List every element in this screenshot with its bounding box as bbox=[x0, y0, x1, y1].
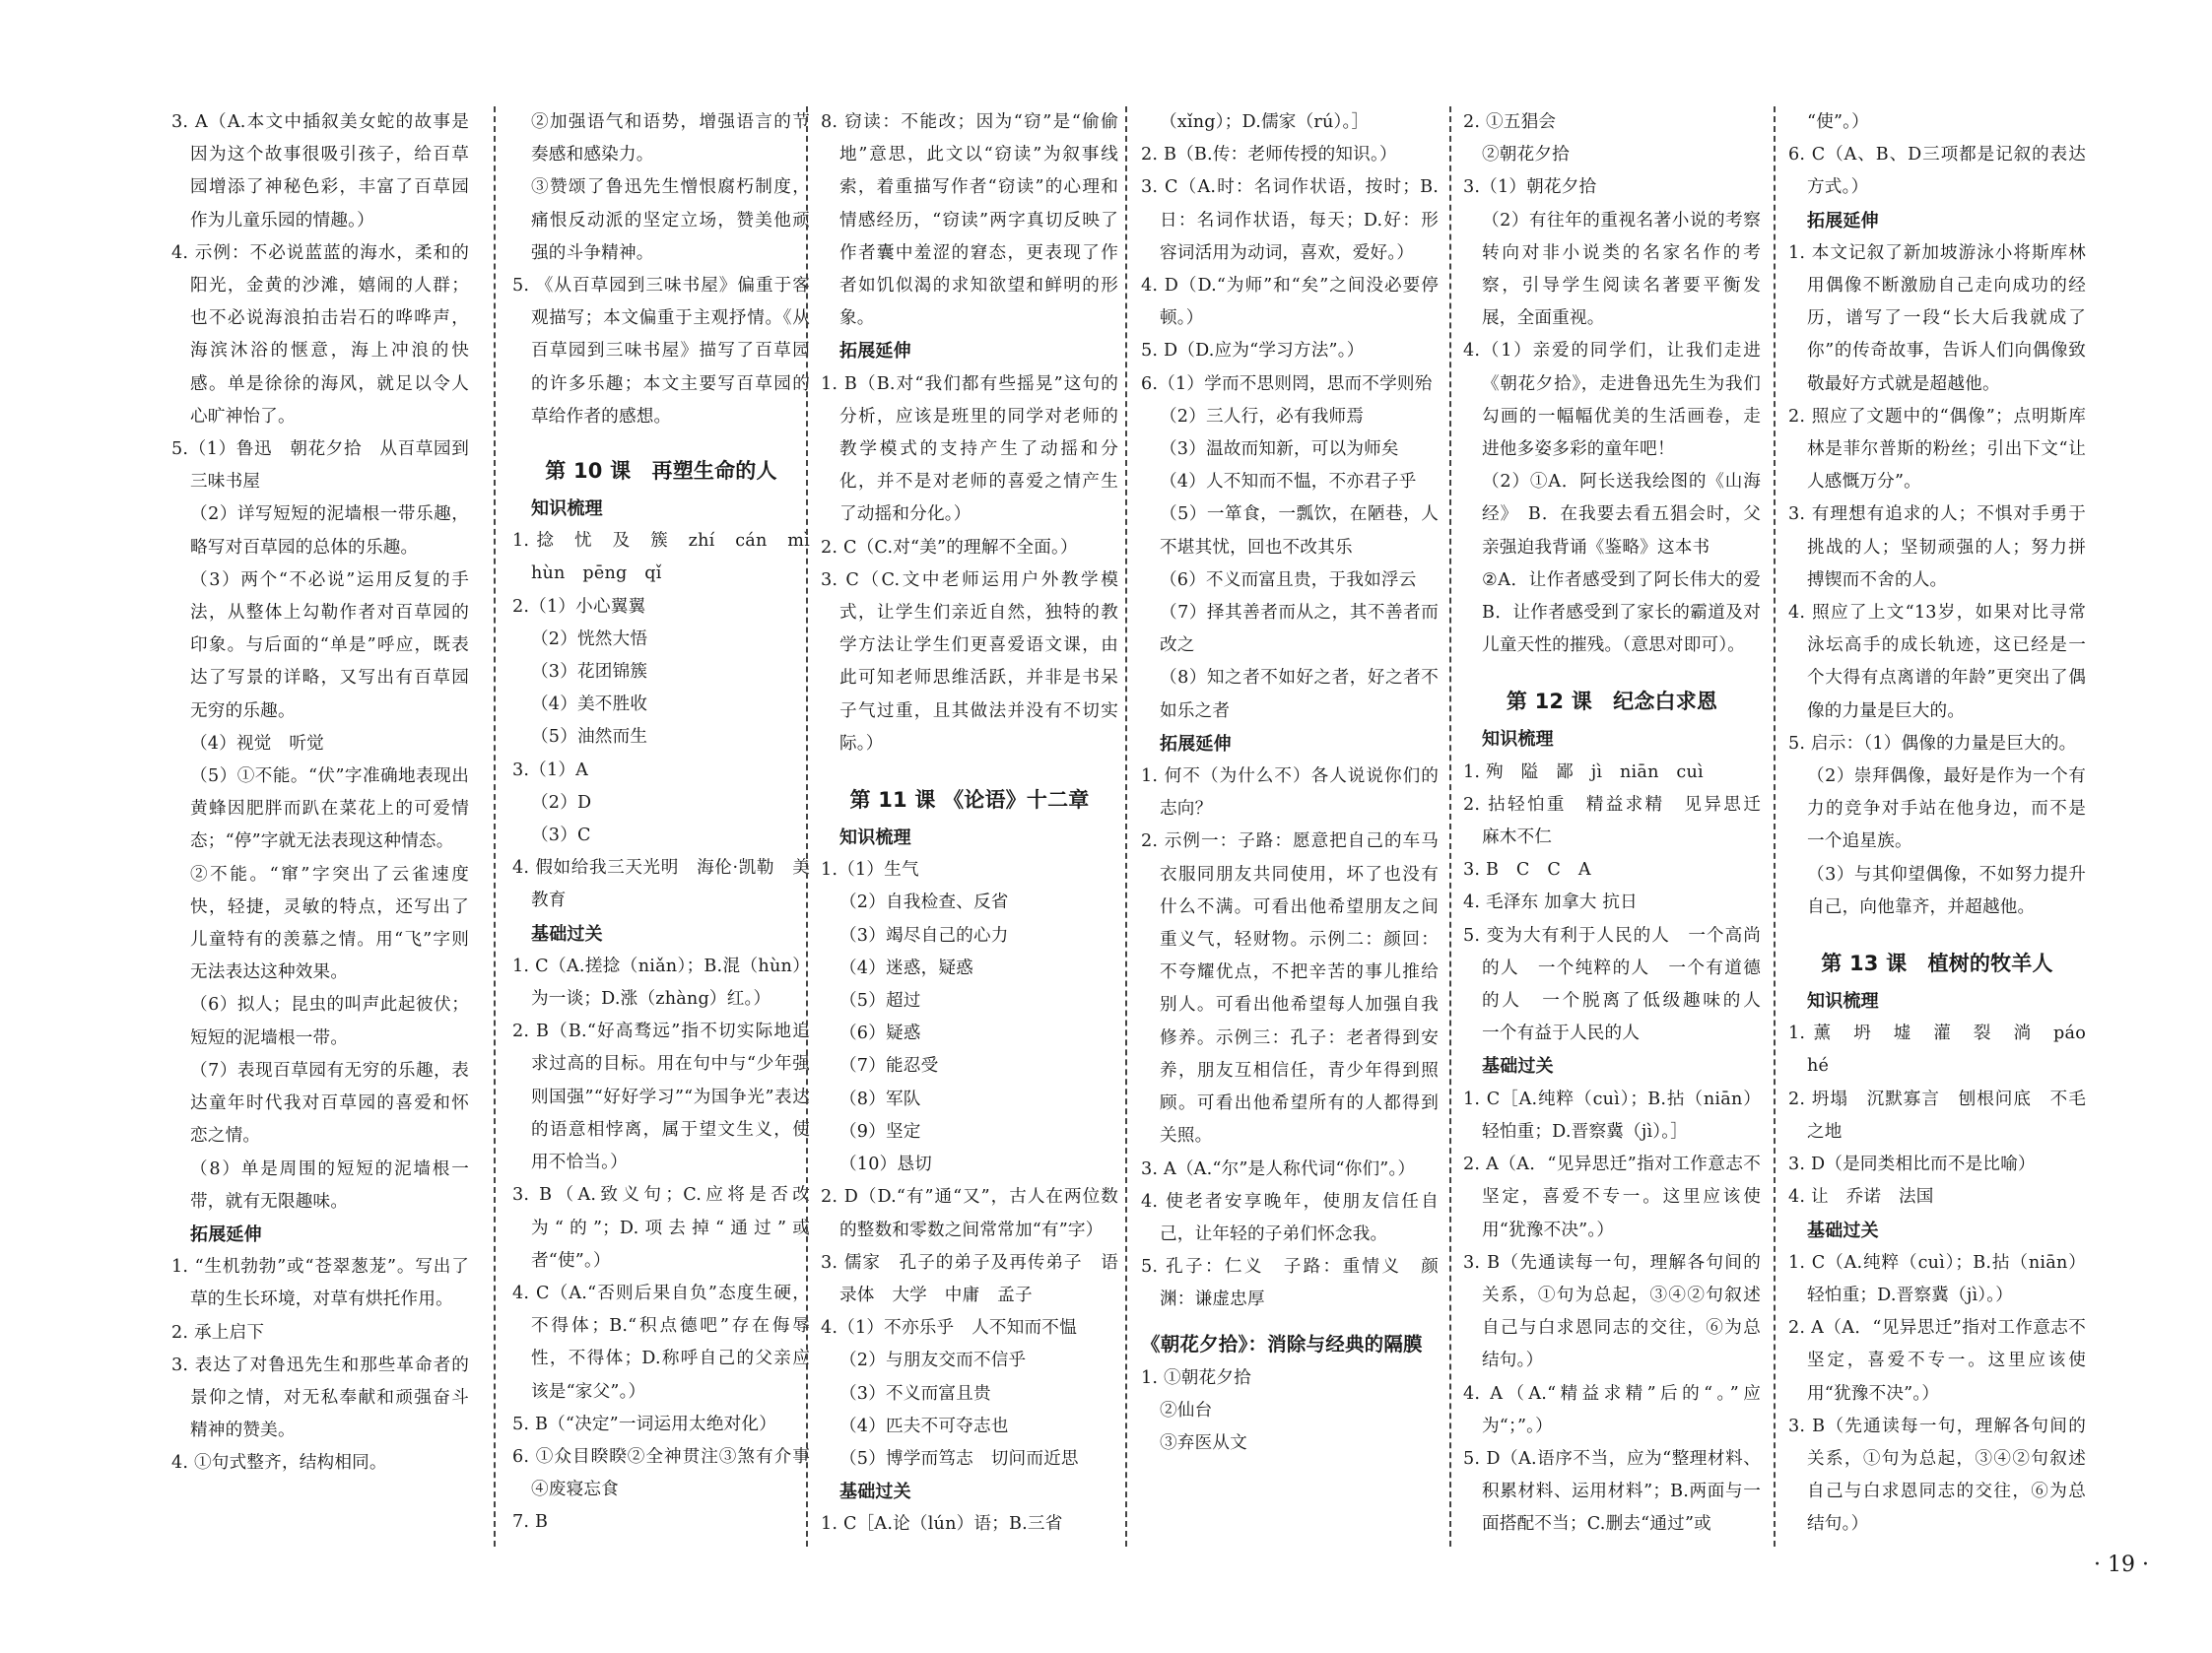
answer-item: 4. 照应了上文“13岁，如果对比寻常泳坛高手的成长轨迹，这已经是一个大得有点离谱的年龄”更突出了偶像的力量是巨大的。 bbox=[1788, 603, 2086, 721]
section-heading: 知识梳理 bbox=[531, 498, 603, 520]
answer-subitem: （2）与朋友交而不信乎 bbox=[839, 1351, 1027, 1371]
answer-subitem: （4）匹夫不可夺志也 bbox=[839, 1416, 1009, 1436]
answer-item: 5. B（“决定”一词运用太绝对化） bbox=[512, 1414, 777, 1434]
answer-item: 2. 照应了文题中的“偶像”；点明斯库林是菲尔普斯的粉丝；引出下文“让人感慨万分”。 bbox=[1788, 406, 2086, 493]
answer-item: 2. D（D.“有”通“又”，古人在两位数的整数和零数之间常常加“有”字） bbox=[821, 1187, 1118, 1240]
answer-subitem: （2）详写短短的泥墙根一带乐趣，略写对百草园的总体的乐趣。 bbox=[190, 504, 469, 558]
answer-item: 2. ①五猖会 bbox=[1463, 112, 1557, 132]
answer-item: 2. A（A．“见异思迁”指对工作意志不坚定，喜爱不专一。这里应该使用“犹豫不决”。） bbox=[1788, 1318, 2086, 1404]
answer-item: 3. 表达了对鲁迅先生和那些革命者的景仰之情，对无私奉献和顽强奋斗精神的赞美。 bbox=[171, 1355, 469, 1441]
answer-item: 1. 捻 忧 及 簇 zhí cán mì hùn pēng qǐ bbox=[512, 531, 810, 584]
answer-subitem: （4）迷惑，疑惑 bbox=[839, 958, 973, 978]
lesson-title: 第 12 课 纪念白求恩 bbox=[1506, 690, 1718, 714]
answer-subitem: （10）恳切 bbox=[839, 1155, 932, 1175]
answer-item: 3. B（先通读每一句，理解各句间的关系，①句为总起，③④②句叙述自己与白求恩同志的交往，⑥为总结句。） bbox=[1463, 1252, 1761, 1371]
answer-subitem: （2）①A．阿长送我绘图的《山海经》 B．在我要去看五猖会时，父亲强迫我背诵《鉴略》这本书 bbox=[1482, 472, 1761, 558]
answer-item: 3. B（A.致义句；C.应将是否改为“的”；D.项去掉“通过”或者“使”。） bbox=[512, 1185, 810, 1271]
column-divider bbox=[1449, 106, 1451, 1547]
answer-item: 2. C（C.对“美”的理解不全面。） bbox=[821, 537, 1078, 558]
answer-item: 2.（1）小心翼翼 bbox=[512, 596, 646, 617]
answer-subitem: （6）拟人；昆虫的叫声此起彼伏；短短的泥墙根一带。 bbox=[190, 995, 469, 1048]
answer-subitem: ③赞颂了鲁迅先生憎恨腐朽制度，痛恨反动派的坚定立场，赞美他顽强的斗争精神。 bbox=[531, 177, 810, 263]
answer-item: 3. C（C.文中老师运用户外教学模式，让学生们亲近自然，独特的教学方法让学生们更喜爱语文课，由此可知老师思维活跃，并非是书呆子气过重，且其做法并没有不切实际。） bbox=[821, 569, 1118, 754]
column-6 bbox=[1788, 106, 2086, 1554]
answer-subitem: （5）油然而生 bbox=[531, 727, 648, 748]
section-heading: 基础过关 bbox=[531, 923, 603, 945]
section-heading: 拓展延伸 bbox=[1160, 733, 1232, 755]
answer-item: 1.（1）生气 bbox=[821, 860, 919, 881]
answer-item: 6. ①众目睽睽②全神贯注③煞有介事④废寝忘食 bbox=[512, 1446, 810, 1500]
answer-item: 2. 示例一：子路：愿意把自己的车马衣服同朋友共同使用，坏了也没有什么不满。可看出他希望朋友之间重义气，轻财物。示例二：颜回：不夸耀优点，不把辛苦的事儿推给别人。可看出他希望每人加强自我修养。示例三：孔子：老者得到安养，朋友互相信任，青少年得到照顾。可看出他希望所有的人都得到关照。 bbox=[1141, 831, 1439, 1147]
answer-item: 1. “生机勃勃”或“苍翠葱茏”。写出了草的生长环境，对草有烘托作用。 bbox=[171, 1257, 469, 1310]
answer-subitem: （3）花团锦簇 bbox=[531, 662, 648, 683]
column-divider bbox=[1774, 106, 1776, 1547]
answer-item: 3.（1）朝花夕拾 bbox=[1463, 177, 1597, 198]
answer-subitem: （6）不义而富且贵，于我如浮云 bbox=[1160, 569, 1417, 590]
answer-item: 3. 有理想有追求的人；不惧对手勇于挑战的人；坚韧顽强的人；努力拼搏锲而不舍的人。 bbox=[1788, 504, 2086, 590]
answer-item: 3.（1）A bbox=[512, 760, 589, 780]
answer-subitem: ②A．让作者感受到了阿长伟大的爱 B．让作者感受到了家长的霸道及对儿童天性的摧残。（意思对即可）。 bbox=[1482, 569, 1761, 656]
column-divider bbox=[806, 106, 808, 1547]
page-number: · 19 · bbox=[2094, 1553, 2149, 1577]
answer-item: 1. 何不（为什么不）各人说说你们的志向？ bbox=[1141, 766, 1439, 820]
answer-item: 5.（1）鲁迅 朝花夕拾 从百草园到三味书屋 bbox=[171, 439, 469, 493]
answer-subitem: （7）择其善者而从之，其不善者而改之 bbox=[1160, 603, 1439, 656]
answer-item: 1. C（A.纯粹（cuì）；B.拈（niān）轻怕重；D.晋察冀（jì）。） bbox=[1788, 1252, 2086, 1305]
answer-item: 5. 孔子：仁义 子路：重情义 颜渊：谦虚忠厚 bbox=[1141, 1257, 1439, 1310]
answer-item: 4. 让 乔诺 法国 bbox=[1788, 1187, 1934, 1208]
section-heading: 知识梳理 bbox=[1482, 729, 1554, 751]
section-heading: 基础过关 bbox=[839, 1482, 911, 1503]
answer-subitem: （2）自我检查、反省 bbox=[839, 893, 1009, 913]
section-heading: 知识梳理 bbox=[839, 827, 911, 849]
answer-subitem: （3）温故而知新，可以为师矣 bbox=[1160, 439, 1399, 460]
answer-item: 4. 示例：不必说蓝蓝的海水，柔和的阳光，金黄的沙滩，嬉闹的人群；也不必说海浪拍击岩石的哗哗声，海滨沐浴的惬意，海上冲浪的快感。单是徐徐的海风，就足以令人心旷神怡了。 bbox=[171, 242, 469, 427]
answer-item: 1. C［A.纯粹（cuì）；B.拈（niān）轻怕重；D.晋察冀（jì）。］ bbox=[1463, 1089, 1761, 1142]
answer-subitem: （3）竭尽自己的心力 bbox=[839, 925, 1009, 946]
answer-item: 2. B（B.“好高骛远”指不切实际地追求过高的目标。用在句中与“少年强则国强”“好好学习”“为国争光”表达的语意相悖离，属于望文生义，使用不恰当。） bbox=[512, 1022, 810, 1173]
column-4 bbox=[1141, 106, 1439, 1554]
answer-item: 1. 薰 坍 墟 灌 裂 淌 páo hé bbox=[1788, 1024, 2086, 1077]
column-5 bbox=[1463, 106, 1761, 1554]
answer-item: 3. D（是同类相比而不是比喻） bbox=[1788, 1155, 2036, 1175]
answer-subitem: （9）坚定 bbox=[839, 1121, 921, 1142]
answer-item: 8. 窃读：不能改；因为“窃”是“偷偷地”意思，此文以“窃读”为叙事线索，着重描写作者“窃读”的心理和情感经历，“窃读”两字真切反映了作者囊中羞涩的窘态，更表现了作者如饥似渴的求知欲望和鲜明的形象。 bbox=[821, 112, 1118, 329]
answer-subitem: （5）博学而笃志 切问而近思 bbox=[839, 1448, 1079, 1469]
answer-subitem: （3）不义而富且贵 bbox=[839, 1383, 991, 1404]
answer-item: 3. 儒家 孔子的弟子及再传弟子 语录体 大学 中庸 孟子 bbox=[821, 1252, 1118, 1305]
column-1 bbox=[171, 106, 469, 1554]
answer-item: 1. C［A.论（lún）语；B.三省 bbox=[821, 1514, 1063, 1535]
answer-subitem: （5）一箪食，一瓢饮，在陋巷，人不堪其忧，回也不改其乐 bbox=[1160, 504, 1439, 558]
answer-subitem: （2）恍然大悟 bbox=[531, 628, 648, 649]
answer-subitem: （xǐng）；D.儒家（rú）。］ bbox=[1160, 112, 1370, 132]
answer-item: 3. A（A.“尔”是人称代词“你们”。） bbox=[1141, 1158, 1416, 1179]
answer-subitem: ②不能。“窜”字突出了云雀速度快，轻捷，灵敏的特点，还写出了儿童特有的羡慕之情。用“飞”字则无法表达这种效果。 bbox=[190, 864, 469, 983]
answer-item: 2. 坍塌 沉默寡言 刨根问底 不毛之地 bbox=[1788, 1089, 2086, 1142]
answer-subitem: ②仙台 bbox=[1160, 1400, 1213, 1421]
answer-subitem: （5）①不能。“伏”字准确地表现出黄蜂因肥胖而趴在菜花上的可爱情态；“停”字就无法表现这种情态。 bbox=[190, 766, 469, 852]
answer-subitem: （3）与其仰望偶像，不如努力提升自己，向他靠齐，并超越他。 bbox=[1807, 864, 2086, 917]
section-heading: 拓展延伸 bbox=[1807, 210, 1879, 231]
section-heading: 基础过关 bbox=[1807, 1220, 1879, 1241]
answer-item: 1. ①朝花夕拾 bbox=[1141, 1367, 1251, 1388]
answer-item: 2. B（B.传：老师传授的知识。） bbox=[1141, 145, 1397, 165]
answer-subitem: （2）三人行，必有我师焉 bbox=[1160, 406, 1365, 427]
answer-item: 1. B（B.对“我们都有些摇晃”这句的分析，应该是班里的同学对老师的教学模式的支持产生了动摇和分化，并不是对老师的喜爱之情产生了动摇和分化。） bbox=[821, 373, 1118, 525]
answer-subitem: （8）知之者不如好之者，好之者不如乐之者 bbox=[1160, 668, 1439, 721]
section-heading: 知识梳理 bbox=[1807, 991, 1879, 1013]
answer-subitem: “使”。） bbox=[1807, 112, 1869, 132]
answer-item: 3. B C C A bbox=[1463, 860, 1591, 881]
lesson-title: 第 10 课 再塑生命的人 bbox=[545, 459, 777, 484]
answer-subitem: （2）崇拜偶像，最好是作为一个有力的竞争对手站在他身边，而不是一个追星族。 bbox=[1807, 766, 2086, 852]
answer-item: 5. 变为大有利于人民的人 一个高尚的人 一个纯粹的人 一个有道德的人 一个脱离了低级趣味的人 一个有益于人民的人 bbox=[1463, 925, 1761, 1044]
answer-item: 4. 假如给我三天光明 海伦·凯勒 美 教育 bbox=[512, 858, 810, 911]
answer-item: 1. 殉 隘 鄙 jì niān cuì bbox=[1463, 761, 1704, 782]
answer-item: 5. 启示：（1）偶像的力量是巨大的。 bbox=[1788, 733, 2077, 754]
answer-item: 1. 本文记叙了新加坡游泳小将斯库林用偶像不断激励自己走向成功的经历，谱写了一段“长大后我就成了你”的传奇故事，告诉人们向偶像致敬最好方式就是超越他。 bbox=[1788, 242, 2086, 394]
answer-subitem: （4）视觉 听觉 bbox=[190, 733, 324, 754]
answer-subitem: （8）单是周围的短短的泥墙根一带，就有无限趣味。 bbox=[190, 1158, 469, 1212]
answer-subitem: （6）疑惑 bbox=[839, 1024, 921, 1044]
answer-subitem: （3）两个“不必说”运用反复的手法，从整体上勾勒作者对百草园的印象。与后面的“单是”呼应，既表达了写景的详略，又写出有百草园无穷的乐趣。 bbox=[190, 569, 469, 721]
answer-item: 3. B（先通读每一句，理解各句间的关系，①句为总起，③④②句叙述自己与白求恩同志的交往，⑥为总结句。） bbox=[1788, 1416, 2086, 1535]
answer-subitem: （5）超过 bbox=[839, 991, 921, 1012]
answer-subitem: （4）美不胜收 bbox=[531, 694, 648, 715]
answer-subitem: （4）人不知而不愠，不亦君子乎 bbox=[1160, 472, 1417, 493]
answer-item: 4. A（A.“精益求精”后的“。”应为“；”。） bbox=[1463, 1383, 1761, 1436]
answer-item: 7. B bbox=[512, 1512, 549, 1533]
answer-item: 6.（1）学而不思则罔，思而不学则殆 bbox=[1141, 373, 1433, 394]
column-divider bbox=[494, 106, 496, 1547]
answer-item: 4. ①句式整齐，结构相同。 bbox=[171, 1453, 387, 1474]
answer-item: 5. D（A.语序不当，应为“整理材料、积累材料、运用材料”；B.两面与一面搭配不当；C.删去“通过”或 bbox=[1463, 1448, 1761, 1535]
lesson-title: 第 11 课 《论语》十二章 bbox=[849, 788, 1090, 813]
answer-subitem: （2）D bbox=[531, 792, 592, 813]
reading-title: 《朝花夕拾》：消除与经典的隔膜 bbox=[1141, 1332, 1423, 1355]
answer-item: 5. D（D.应为“学习方法”。） bbox=[1141, 341, 1365, 362]
section-heading: 基础过关 bbox=[1482, 1056, 1554, 1078]
answer-item: 4. 毛泽东 加拿大 抗日 bbox=[1463, 893, 1638, 913]
answer-subitem: （7）能忍受 bbox=[839, 1056, 939, 1077]
section-heading: 拓展延伸 bbox=[839, 341, 911, 363]
answer-item: 2. 承上启下 bbox=[171, 1322, 265, 1343]
answer-subitem: （3）C bbox=[531, 826, 591, 846]
answer-item: 4. C（A.“否则后果自负”态度生硬，不得体；B.“积点德吧”存在侮辱性，不得体；D.称呼自己的父亲应该是“家父”。） bbox=[512, 1283, 810, 1402]
answer-item: 5. 《从百草园到三味书屋》偏重于客观描写；本文偏重于主观抒情。《从百草园到三味书屋》描写了百草园的许多乐趣；本文主要写百草园的草给作者的感想。 bbox=[512, 276, 810, 427]
column-3 bbox=[821, 106, 1118, 1554]
answer-item: 3. A（A.本文中插叙美女蛇的故事是因为这个故事很吸引孩子，给百草园增添了神秘色彩，丰富了百草园作为儿童乐园的情趣。） bbox=[171, 112, 469, 231]
answer-item: 3. C（A.时：名词作状语，按时；B.日：名词作状语，每天；D.好：形容词活用为动词，喜欢，爱好。） bbox=[1141, 177, 1439, 263]
answer-item: 2. 拈轻怕重 精益求精 见异思迁 麻木不仁 bbox=[1463, 794, 1761, 848]
column-2 bbox=[512, 106, 810, 1554]
answer-subitem: ③弃医从文 bbox=[1160, 1432, 1247, 1453]
answer-item: 4.（1）不亦乐乎 人不知而不愠 bbox=[821, 1318, 1077, 1339]
answer-item: 1. C（A.搓捻（niǎn）；B.混（hùn）为一谈；D.涨（zhàng）红。） bbox=[512, 956, 810, 1010]
answer-subitem: ②朝花夕拾 bbox=[1482, 145, 1570, 165]
answer-item: 4. D（D.“为师”和“矣”之间没必要停顿。） bbox=[1141, 276, 1439, 329]
column-divider bbox=[1125, 106, 1127, 1547]
answer-subitem: ②加强语气和语势，增强语言的节奏感和感染力。 bbox=[531, 112, 810, 165]
answer-subitem: （7）表现百草园有无穷的乐趣，表达童年时代我对百草园的喜爱和怀恋之情。 bbox=[190, 1060, 469, 1147]
answer-item: 4.（1）亲爱的同学们，让我们走进《朝花夕拾》，走进鲁迅先生为我们勾画的一幅幅优美的生活画卷，走进他多姿多彩的童年吧！ bbox=[1463, 341, 1761, 460]
answer-subitem: （8）军队 bbox=[839, 1089, 921, 1109]
answer-item: 2. A（A．“见异思迁”指对工作意志不坚定，喜爱不专一。这里应该使用“犹豫不决”。） bbox=[1463, 1155, 1761, 1240]
answer-item: 6. C（A、B、D三项都是记叙的表达方式。） bbox=[1788, 145, 2086, 198]
answer-subitem: （2）有往年的重视名著小说的考察转向对非小说类的名家名作的考察，引导学生阅读名著要平衡发展，全面重视。 bbox=[1482, 210, 1761, 329]
section-heading: 拓展延伸 bbox=[190, 1223, 262, 1245]
answer-item: 4. 使老者安享晚年，使朋友信任自己，让年轻的子弟们怀念我。 bbox=[1141, 1191, 1439, 1244]
lesson-title: 第 13 课 植树的牧羊人 bbox=[1821, 952, 2053, 976]
